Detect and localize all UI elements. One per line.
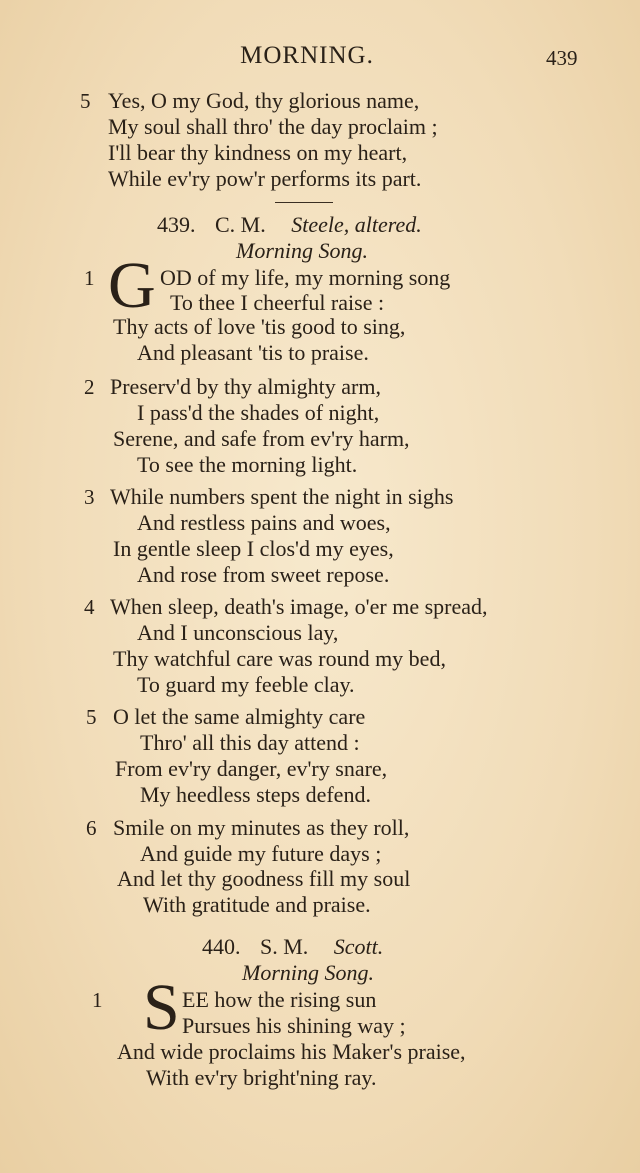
verse-line: From ev'ry danger, ev'ry snare,: [115, 756, 388, 781]
verse-line: To thee I cheerful raise :: [170, 290, 385, 315]
verse-line: While numbers spent the night in sighs: [110, 484, 454, 509]
divider-rule: [275, 202, 333, 203]
verse-line: Yes, O my God, thy glorious name,: [108, 88, 420, 113]
verse-line: And guide my future days ;: [140, 841, 382, 866]
hymn-number: 439.: [157, 212, 196, 237]
verse-line: To see the morning light.: [137, 452, 358, 477]
running-header: MORNING.: [240, 42, 374, 69]
verse-line: I pass'd the shades of night,: [137, 400, 380, 425]
verse-line: Pursues his shining way ;: [182, 1013, 406, 1038]
hymn-meter: C. M.: [215, 212, 266, 237]
verse-line: While ev'ry pow'r performs its part.: [108, 166, 422, 191]
verse-line: To guard my feeble clay.: [137, 672, 355, 697]
hymn-number: 440.: [202, 934, 241, 959]
verse-line: When sleep, death's image, o'er me spread,: [110, 594, 488, 619]
verse-line: And let thy goodness fill my soul: [117, 866, 411, 891]
verse-line: And restless pains and woes,: [137, 510, 391, 535]
verse-line: Thy acts of love 'tis good to sing,: [113, 314, 406, 339]
verse-line: With gratitude and praise.: [143, 892, 371, 917]
verse-line: Thy watchful care was round my bed,: [113, 646, 446, 671]
stanza-number: 2: [84, 375, 95, 399]
verse-line: My soul shall thro' the day proclaim ;: [108, 114, 438, 139]
drop-cap: S: [143, 971, 180, 1044]
stanza-number: 3: [84, 485, 95, 509]
hymn-author: Steele, altered.: [291, 212, 422, 237]
hymn-heading: [157, 212, 422, 238]
verse-line: My heedless steps defend.: [140, 782, 371, 807]
verse-line: And I unconscious lay,: [137, 620, 339, 645]
verse-line: O let the same almighty care: [113, 704, 366, 729]
verse-line: And rose from sweet repose.: [137, 562, 390, 587]
hymn-author: Scott.: [333, 934, 384, 959]
hymn-meter: S. M.: [260, 934, 309, 959]
hymn-title: Morning Song.: [236, 238, 368, 263]
verse-line: And pleasant 'tis to praise.: [137, 340, 369, 365]
page-number: 439: [546, 46, 578, 70]
verse-line: EE how the rising sun: [182, 987, 377, 1012]
verse-line: Preserv'd by thy almighty arm,: [110, 374, 381, 399]
verse-line: I'll bear thy kindness on my heart,: [108, 140, 408, 165]
drop-cap: G: [108, 249, 156, 322]
stanza-number: 4: [84, 595, 95, 619]
stanza-number: 6: [86, 816, 97, 840]
stanza-number: 1: [84, 266, 95, 290]
verse-line: With ev'ry bright'ning ray.: [146, 1065, 377, 1090]
verse-line: Thro' all this day attend :: [140, 730, 360, 755]
verse-line: Smile on my minutes as they roll,: [113, 815, 410, 840]
verse-line: Serene, and safe from ev'ry harm,: [113, 426, 410, 451]
hymn-title: Morning Song.: [242, 960, 374, 985]
verse-line: OD of my life, my morning song: [160, 265, 451, 290]
verse-line: And wide proclaims his Maker's praise,: [117, 1039, 466, 1064]
stanza-number: 5: [80, 89, 91, 113]
stanza-number: 1: [92, 988, 103, 1012]
stanza-number: 5: [86, 705, 97, 729]
verse-line: In gentle sleep I clos'd my eyes,: [113, 536, 394, 561]
hymn-heading: [202, 934, 383, 960]
